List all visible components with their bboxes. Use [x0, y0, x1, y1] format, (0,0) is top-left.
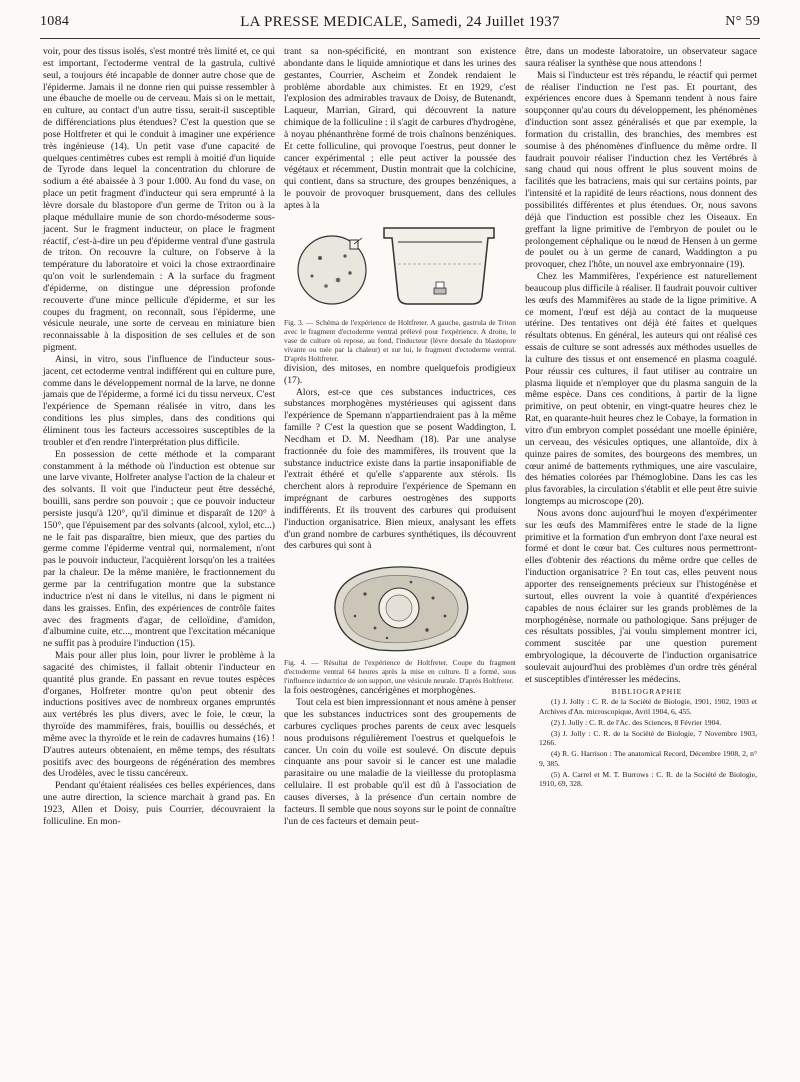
- column-left: [43, 46, 275, 828]
- bibliography-entry: (1) J. Jolly : C. R. de la Société de Biologie, 1901, 1902, 1903 et Archives d'An. microscopique, Avril 1904, 6, 455.: [539, 697, 757, 716]
- paragraph: Tout cela est bien impressionnant et nous amène à penser que les substances inductrices sont des groupements de carbures cycliques proches parents de ceux avec lesquels nous produisons régulièrement l'oestrus et quelquefois le cancer. Un coin du voile est soulevé. On discute depuis cinquante ans pour savoir si le cancer est une maladie parasitaire ou une maladie de la vieillesse du protoplasma cellulaire. Il est probable qu'il est dû à l'association de causes diverses, à la présence d'un certain nombre de facteurs. Il semble que nous soyons sur le point de connaître l'un de ces facteurs et demain peut-: [284, 697, 516, 827]
- issue-number: N° 59: [725, 14, 760, 29]
- journal-title: LA PRESSE MEDICALE, Samedi, 24 Juillet 1937: [240, 14, 560, 30]
- page-header: [40, 10, 760, 36]
- figure-4-caption: Fig. 4. — Résultat de l'expérience de Holtfreter. Coupe du fragment d'ectoderme ventral 64 heures après la mise en culture. Il a formé, sous l'influence inductrice de son support, une vésicule neurale. D'après Holtfreter.: [284, 658, 516, 686]
- paragraph: En possession de cette méthode et la comparant constamment à la méthode où l'induction est obtenue sur une larve vivante, Holfreter analyse l'action de la chaleur et des solvants. Il voit que l'inducteur peut être desséché, bouilli, sans perdre son pouvoir ; que ce pouvoir inducteur persiste jusqu'à 120°, qu'il diminue et disparaît de 120° à 150°, que l'épuisement par des solvants (alcool, xylol, etc...) ne le fait pas disparaître, bien mieux, que des parties du germe comme l'épiderme ventral qui, normalement, n'ont pas le pouvoir inducteur, l'acquièrent lorsqu'on les a traitées par la chaleur. De la même manière, le fractionnement du germe par la centrifugation montre que la substance inductrice n'est ni dans le vitellus, ni dans le pigment ni dans les graisses. Enfin, des expériences de contrôle faites avec des fragments d'agar, de celloïdine, d'amidon, d'albumine cuite, etc..., montrent que l'excitation mécanique ne suffit pas à produire l'induction (15).: [43, 448, 275, 650]
- paragraph: être, dans un modeste laboratoire, un observateur sagace saura réaliser la synthèse que nous attendons !: [525, 46, 757, 69]
- bibliography-entry: (3) J. Jolly : C. R. de la Société de Biologie, 7 Novembre 1903, 1266.: [539, 729, 757, 748]
- paragraph: la fois oestrogènes, cancérigènes et morphogènes.: [284, 685, 476, 697]
- header-rule: [40, 38, 760, 39]
- paragraph: Pendant qu'étaient réalisées ces belles expériences, dans une autre direction, la science marchait à grand pas. En 1923, Allen et Doisy, puis Courrier, découvraient la folliculine. En mon-: [43, 780, 275, 827]
- paragraph: trant sa non-spécificité, en montrant son existence abondante dans le liquide amniotique et dans les urines des gestantes, Courrier, Ascheim et Zondek rendaient le problème abordable aux chimistes. Et en 1929, c'est l'explosion des admirables travaux de Doisy, de Butenandt, Laqueur, Marrian, Girard, qui découvrent la nature chimique de la folliculine : il s'agit de carbures d'hydrogène, à noyau phénanthrène formé de trois chaînons benzéniques. Et cette folliculine, qui provoque l'oestrus, peut donner le cancer expérimental ; elle peut activer la poussée des végétaux et récemment, Dustin montrait que la colchicine, qui contient, dans sa structure, des groupes benzéniques, a le pouvoir de provoquer brusquement, dans des cellules aptes à la: [284, 46, 516, 211]
- figure-3-caption: Fig. 3. — Schéma de l'expérience de Holtfreter. A gauche, gastrula de Triton avec le fragment d'ectoderme ventral prélevé pour l'expérience. A droite, le vase de culture où repose, au fond, l'inducteur (lèvre dorsale du blastopore vivante ou tuée par la chaleur) et sur lui, le fragment d'ectoderme ventral. D'après Holtfreter.: [284, 317, 516, 363]
- figure-4-illustration: [315, 558, 485, 658]
- paragraph: Mais si l'inducteur est très répandu, le réactif qui permet de réaliser l'induction ne l'est pas. Et pourtant, des expériences encore dues à Spemann tendent à nous faire soupçonner qu'au cours du développement, les phénomènes d'induction sont assez généralisés et que par exemple, la formation du cristallin, des branchies, des membres est soumise à des phénomènes d'influence du même ordre. Il faudrait pouvoir réaliser l'induction chez les Vertébrés à sang chaud qui nous offrent le plus souvent moins de facilités que les batraciens, mais qui sur certains points, par l'intensité et la rapidité de leurs réactions, nous donnent des possibilités différentes et plus étendues. Or, nous savons déjà que l'induction est possible chez les Oiseaux. En greffant la ligne primitive de l'embryon de poulet ou le prolongement céphalique ou le nœud de Hensen à un germe de poulet ou à un germe de canard, Waddington a pu provoquer, chez l'hôte, un nouvel axe embryonnaire (19).: [525, 69, 757, 271]
- paragraph: Alors, est-ce que ces substances inductrices, ces substances morphogènes mystérieuses qui agissent dans l'expérience de Spemann n'appartiendraient pas à la même famille ? C'est la question que se posent Waddington, I. Necdham et D. M. Needham (18). Par une analyse fractionnée du foie des mammifères, ils trouvent que la substance inductrice existe dans la partie insaponifiable de l'extrait éthéré et qu'elle s'apparente aux stérols. Ils cherchent alors à reproduire l'expérience de Spemann en imprégnant de carbures oestrogènes des supports indifférents. Et ils trouvent des carbures qui produisent l'induction organisatrice. Bien mieux, analysant les effets d'un grand nombre de carbures synthétiques, ils découvrent des carbures qui sont à: [284, 386, 516, 552]
- paragraph: division, des mitoses, en nombre quelquefois prodigieux (17).: [284, 362, 516, 386]
- paragraph: voir, pour des tissus isolés, s'est montré très limité et, ce qui est important, l'ectoderme ventral de la gastrula, cultivé seul, a toujours été incapable de donner autre chose que de l'épiderme. Jamais il ne donne rien qui puisse ressembler à une ébauche de moelle ou de cerveau. Mais si on le mettait, en culture, au contact d'un autre tissu, serait-il susceptible de différenciations plus étendues? C'est la question que se pose Holtfreter et qui le conduit à imaginer une expérience très ingénieuse (14). Un petit vase d'une capacité de quelques centimètres cubes est rempli à moitié d'un liquide de Tyrode dans lequel la concentration du chlorure de sodium a été abaissée à 3 pour 1.000. Au fond du vase, on place un petit fragment d'inducteur qui sera emprunté à la lèvre dorsale du blastopore d'un germe de Triton ou à la plaque médullaire munie de son chordo-mésoderme sous-jacent. Sur le fragment inducteur, on place le fragment réactif, c'est-à-dire un peu d'épiderme ventral d'une gastrula de triton. On recouvre la culture, on l'observe à la température du laboratoire et voici la chose extraordinaire qu'on voit le surlendemain : A la surface du fragment d'épiderme, on distingue une dépression profonde recouverte d'une mince pellicule d'épiderme, et sur les coupes du fragment, on reconnaît, sous l'épiderme, une vésicule neurale, une sorte de cerveau en miniature bien reconnaissable à la disposition de ses cellules et de son pigment.: [43, 46, 275, 354]
- paragraph: Nous avons donc aujourd'hui le moyen d'expérimenter sur les œufs des Mammifères entre le stade de la ligne primitive et la formation d'un embryon dont l'axe neural est formé et dont le cœur bat. Ces cultures nous permettront-elles d'obtenir des réactions du même ordre que celles de l'induction organisatrice ? En tout cas, elles peuvent nous apporter des renseignements précieux sur l'histogénèse et surtout, elles ouvrent la voie à quantité d'expériences capables de nous éclairer sur les grands problèmes de la morphogénèse, normale ou pathologique. Sans préjuger de ces résultats possibles, j'ai voulu simplement montrer ici, comment suscitée par une question purement embryologique, la découverte de l'induction organisatrice soulevait aujourd'hui des problèmes d'un ordre très général et susceptibles d'intéresser les médecins.: [525, 507, 757, 685]
- paragraph: Mais pour aller plus loin, pour livrer le problème à la sagacité des chimistes, il fallait obtenir l'inducteur en quantité plus grande. En passant en revue toutes espèces d'organes, Holfreter montre qu'on peut obtenir des inductions positives avec de nombreux organes empruntés aux vertébrés les plus divers, avec le foie, le cœur, la thyroïde des mammifères, frais, bouillis ou desséchés, et même avec la thyroïde et le rein de cadavres humains (16) ! D'autres auteurs obtenaient, en même temps, des résultats positifs avec des bourgeons de régénération des membres des Urodèles, avec le tissu cancéreux.: [43, 650, 275, 780]
- bibliography-entry: (4) R. G. Harrison : The anatomical Record, Décembre 1908, 2, n° 9, 385.: [539, 749, 757, 768]
- bibliography-entry: (5) A. Carrel et M. T. Burrows : C. R. de la Société de Biologie, 1910, 69, 328.: [539, 769, 757, 789]
- bibliography-entry: (2) J. Jolly : C. R. de l'Ac. des Sciences, 8 Février 1904.: [551, 717, 722, 727]
- column-right: [525, 46, 757, 788]
- figure-3-illustration: [290, 218, 510, 318]
- bibliography-heading: BIBLIOGRAPHIE: [611, 686, 683, 696]
- paragraph: Ainsi, in vitro, sous l'influence de l'inducteur sous-jacent, cet ectoderme ventral indifférent qui en culture pure, comme dans le développement normal de la larve, ne donne jamais que de l'épiderme, a formé ici du tissu nerveux. C'est l'expérience de Spemann réalisée in vitro, dans les conditions les plus simples, dans des conditions qui éliminent tous les facteurs accessoires susceptibles de la troubler et d'en rendre l'interprétation plus difficile.: [43, 353, 275, 448]
- page-number: 1084: [40, 14, 70, 29]
- column-middle: [284, 46, 516, 827]
- paragraph: Chez les Mammifères, l'expérience est naturellement beaucoup plus difficile à réaliser. Il faudrait pouvoir cultiver les œufs des Mammifères au stade de la ligne primitive. A ce moment, l'œuf est déjà au contact de la muqueuse utérine. Des tentatives ont déjà été faites et quelques résultats obtenus. En général, les auteurs qui ont réalisé ces essais de culture se sont adressés aux méthodes usuelles de la culture des tissus et ont ensemencé en plasma coagulé. Pour réussir ces cultures, il faut utiliser au contraire un plasma liquide et n'employer que du plasma sanguin de la même espèce. Dans ces conditions, à partir de la ligne primitive, on peut obtenir, en vingt-quatre heures chez le Rat, en quarante-huit heures chez le Cobaye, la formation in vitro d'un embryon complet possédant une moelle épinière, un cerveau, des vésicules optiques, une allantoïde, dix à quinze paires de somites, des bourgeons des membres, un cœur animé de battements rythmiques, une aire vasculaire, des hématies colorées par l'hémoglobine. Dans les cas les plus favorables, la circulation s'établit et elle peut être suivie longtemps au microscope (20).: [525, 271, 757, 508]
